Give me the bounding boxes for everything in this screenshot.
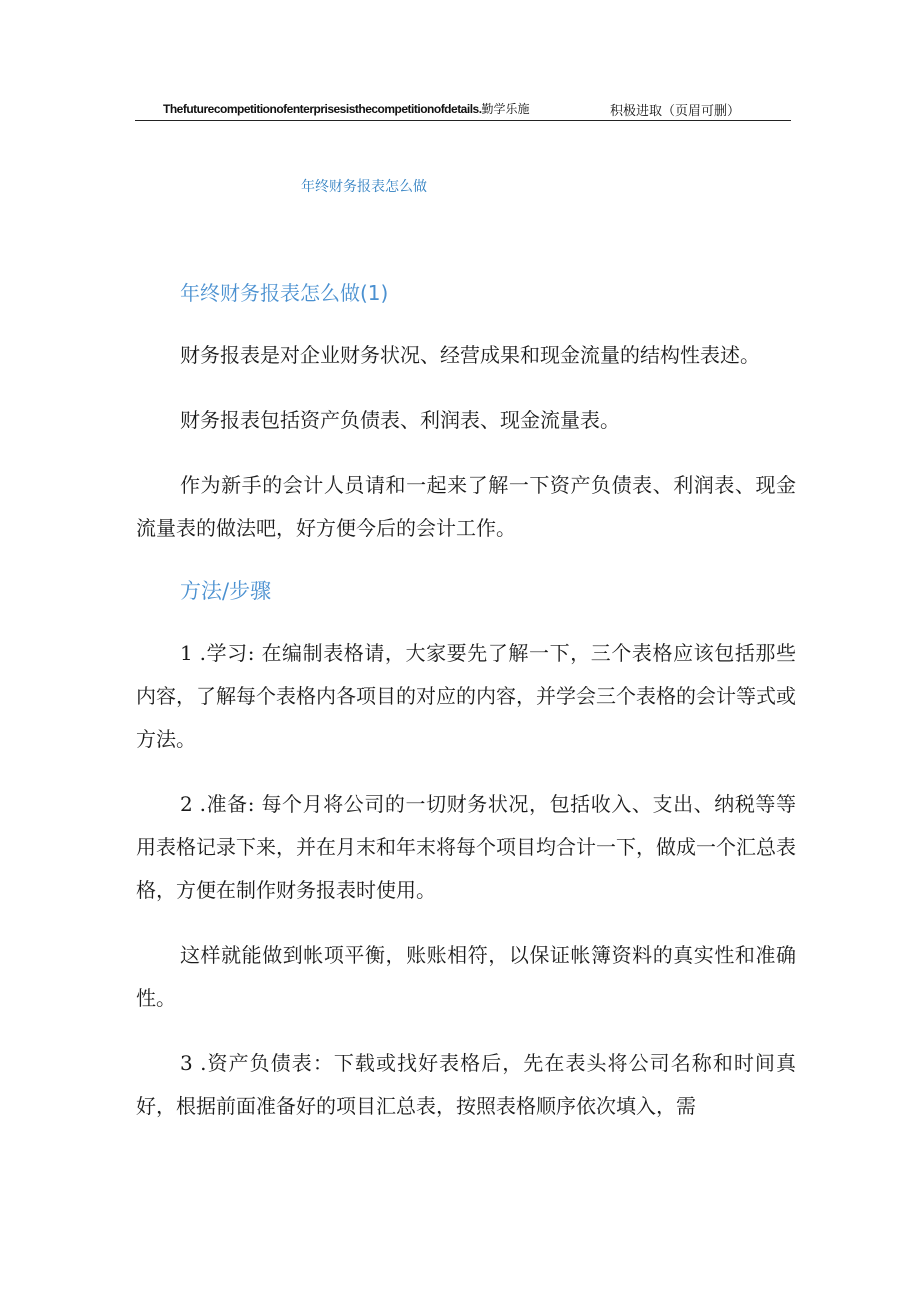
document-body bbox=[136, 274, 796, 1150]
paragraph-definition: 财务报表是对企业财务状况、经营成果和现金流量的结构性表述。 bbox=[180, 343, 760, 367]
section-heading-1: 年终财务报表怎么做(1) bbox=[180, 281, 389, 305]
paragraph-components: 财务报表包括资产负债表、利润表、现金流量表。 bbox=[180, 408, 620, 432]
header-right-text: 积极进取（页眉可删） bbox=[610, 104, 741, 119]
header-english-motto: Thefuturecompetitionofenterprisesisthecompetitionofdetails. bbox=[163, 102, 482, 116]
step-1-paragraph: 1 .学习: 在编制表格请，大家要先了解一下，三个表格应该包括那些内容，了解每个表格内各项目的对应的内容，并学会三个表格的会计等式或方法。 bbox=[136, 641, 796, 751]
page-header bbox=[135, 100, 791, 121]
paragraph-intro: 作为新手的会计人员请和一起来了解一下资产负债表、利润表、现金流量表的做法吧，好方便今后的会计工作。 bbox=[136, 473, 796, 540]
document-title: 年终财务报表怎么做 bbox=[301, 179, 427, 195]
section-heading-steps: 方法/步骤 bbox=[180, 579, 272, 603]
step-3-paragraph: 3 .资产负债表：下载或找好表格后，先在表头将公司名称和时间真好，根据前面准备好的项目汇总表，按照表格顺序依次填入，需 bbox=[136, 1051, 796, 1118]
header-chinese-motto: 勤学乐施 bbox=[481, 102, 530, 116]
step-2-paragraph: 2 .准备: 每个月将公司的一切财务状况，包括收入、支出、纳税等等用表格记录下来，并在月末和年末将每个项目均合计一下，做成一个汇总表格，方便在制作财务报表时使用。 bbox=[136, 792, 796, 902]
header-left-text bbox=[163, 100, 530, 117]
paragraph-balance: 这样就能做到帐项平衡，账账相符，以保证帐簿资料的真实性和准确性。 bbox=[136, 943, 796, 1010]
